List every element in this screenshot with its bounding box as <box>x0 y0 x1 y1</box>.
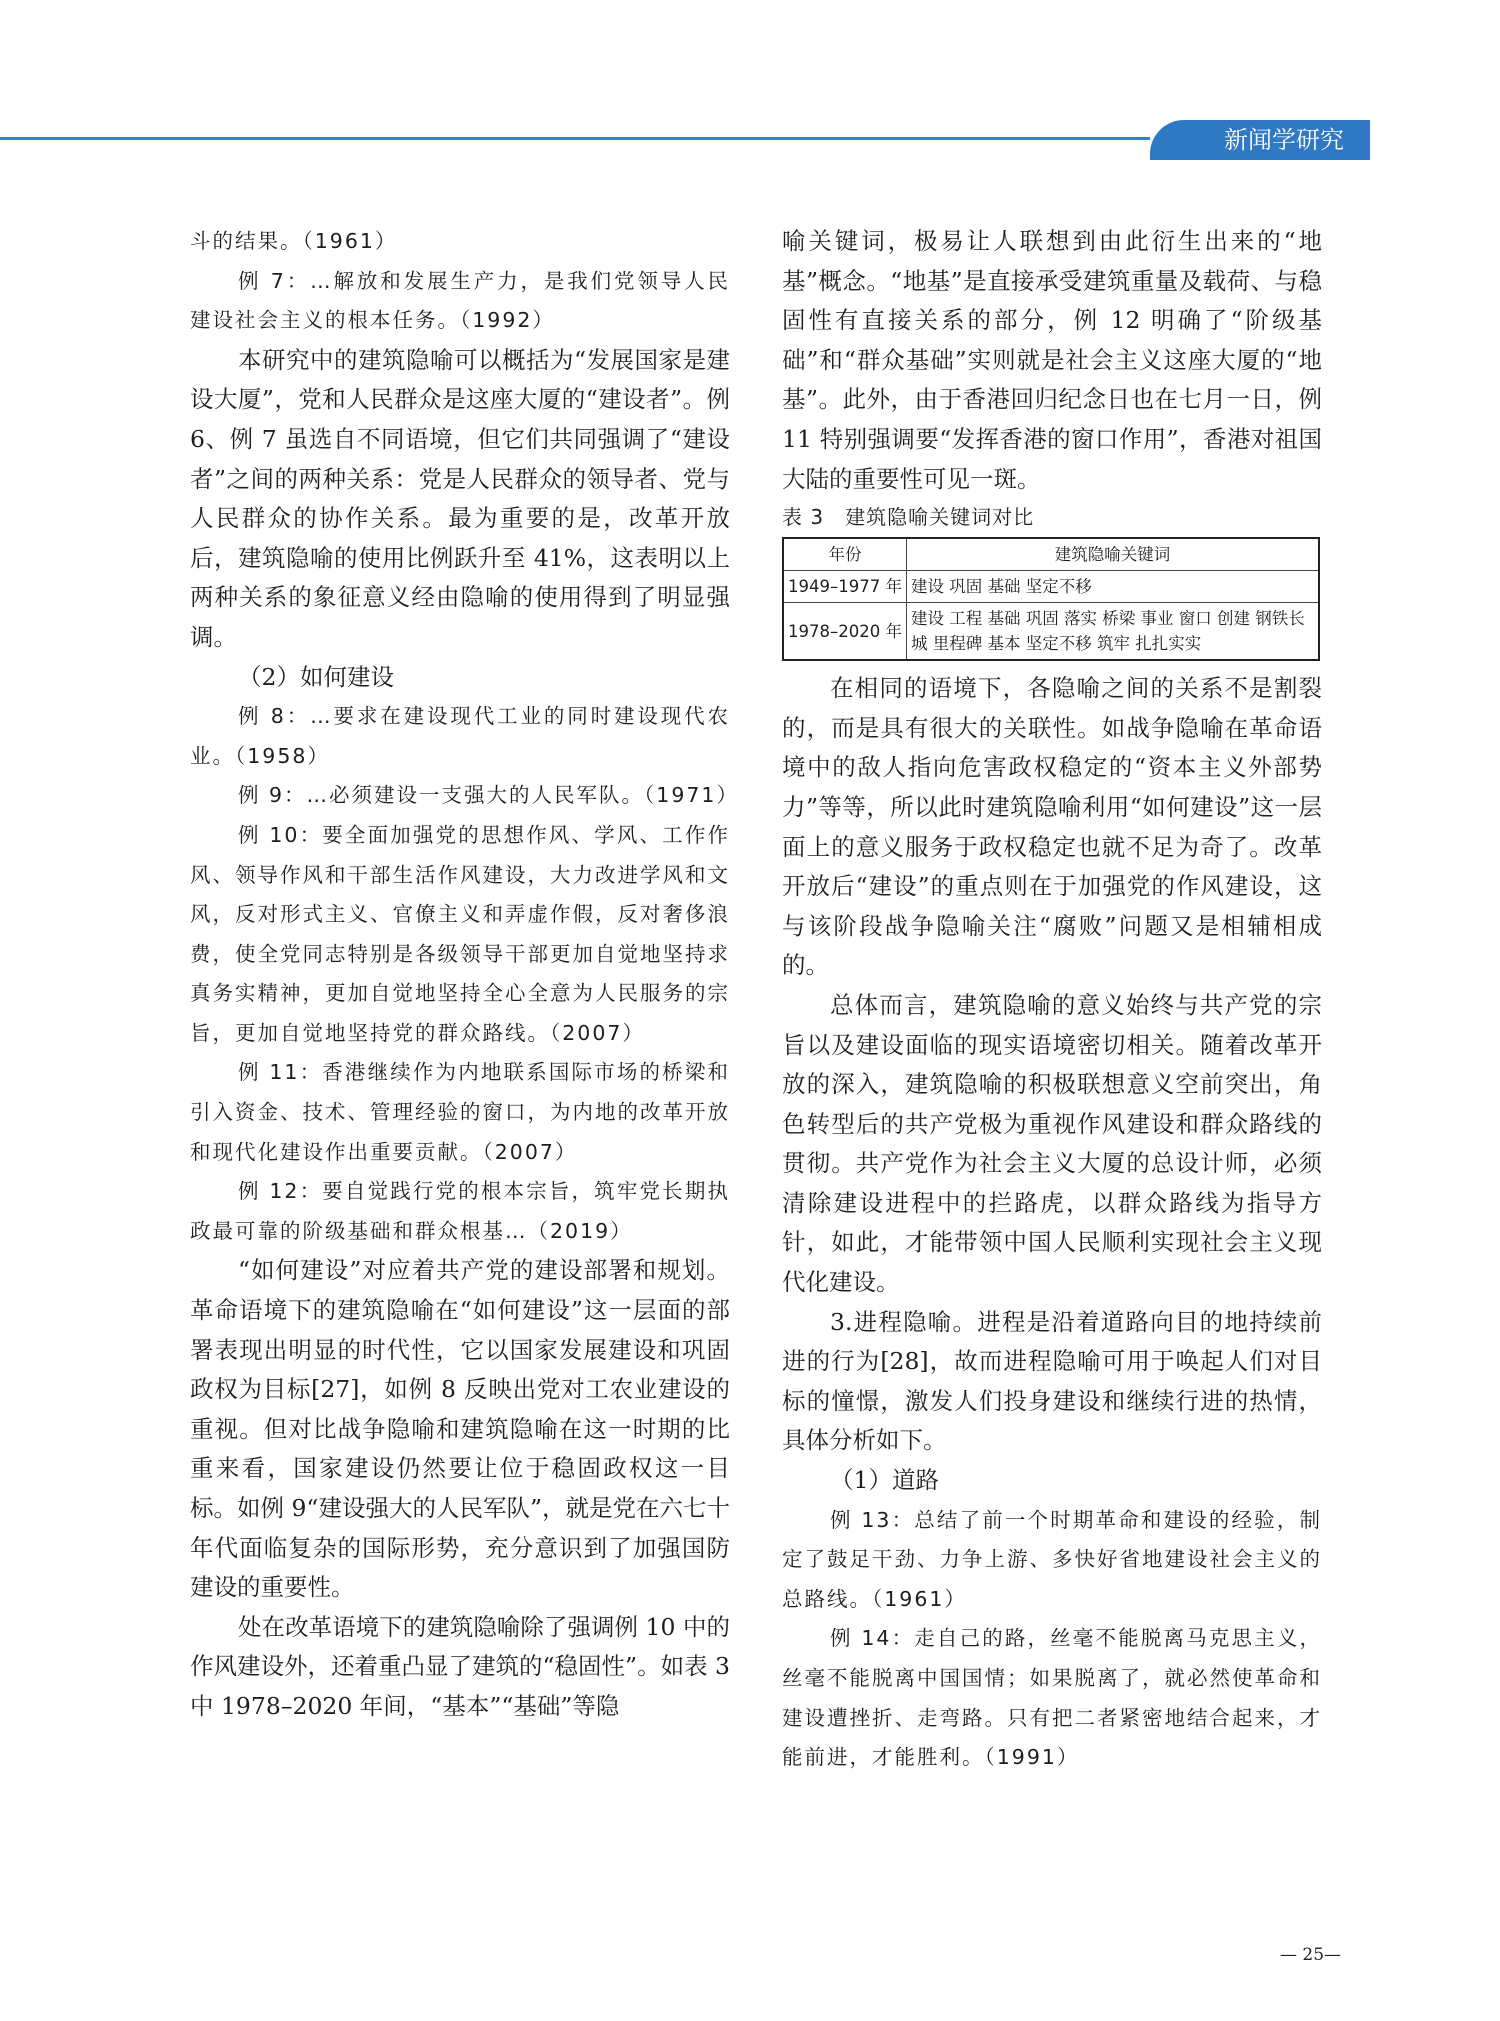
body-paragraph: 本研究中的建筑隐喻可以概括为“发展国家是建设大厦”，党和人民群众是这座大厦的“建设者”。例 6、例 7 虽选自不同语境，但它们共同强调了“建设者”之间的两种关系：党是人民群众的领导者、党与人民群众的协作关系。最为重要的是，改革开放后，建筑隐喻的使用比例跃升至 41%，这表明以上两种关系的象征意义经由隐喻的使用得到了明显强调。 <box>190 345 730 651</box>
example-paragraph: 例 14：走自己的路，丝毫不能脱离马克思主义，丝毫不能脱离中国国情；如果脱离了，就必然使革命和建设遭挫折、走弯路。只有把二者紧密地结合起来，才能前进，才能胜利。（1991） <box>782 1626 1322 1770</box>
table-cell-year: 1949–1977 年 <box>783 571 906 603</box>
table-header-row <box>783 538 1319 571</box>
section-header: 新闻学研究 <box>1150 120 1370 160</box>
example-paragraph: 斗的结果。（1961） <box>190 229 398 253</box>
table-row <box>783 603 1319 661</box>
body-paragraph: 在相同的语境下，各隐喻之间的关系不是割裂的，而是具有很大的关联性。如战争隐喻在革命语境中的敌人指向危害政权稳定的“资本主义外部势力”等等，所以此时建筑隐喻利用“如何建设”这一层面上的意义服务于政权稳定也就不足为奇了。改革开放后“建设”的重点则在于加强党的作风建设，这与该阶段战争隐喻关注“腐败”问题又是相辅相成的。 <box>782 674 1322 980</box>
keyword-table <box>782 537 1320 661</box>
table-header-year: 年份 <box>783 538 906 571</box>
example-paragraph: 例 9：…必须建设一支强大的人民军队。（1971） <box>238 783 739 808</box>
example-paragraph: 例 10：要全面加强党的思想作风、学风、工作作风、领导作风和干部生活作风建设，大力改进学风和文风，反对形式主义、官僚主义和弄虚作假，反对奢侈浪费，使全党同志特别是各级领导干部更加自觉地坚持求真务实精神，更加自觉地坚持全心全意为人民服务的宗旨，更加自觉地坚持党的群众路线。（2007） <box>190 822 730 1045</box>
table-cell-keywords: 建设 工程 基础 巩固 落实 桥梁 事业 窗口 创建 钢铁长城 里程碑 基本 坚定不移 筑牢 扎扎实实 <box>906 603 1319 661</box>
table-caption: 表 3 建筑隐喻关键词对比 <box>782 505 1035 530</box>
page-number: — 25— <box>1280 1945 1342 1965</box>
right-column-top <box>782 222 1322 499</box>
table-cell-keywords: 建设 巩固 基础 坚定不移 <box>906 571 1319 603</box>
body-paragraph: 喻关键词，极易让人联想到由此衍生出来的“地基”概念。“地基”是直接承受建筑重量及载荷、与稳固性有直接关系的部分，例 12 明确了“阶级基础”和“群众基础”实则就是社会主义这座大厦的“地基”。此外，由于香港回归纪念日也在七月一日，例 11 特别强调要“发挥香港的窗口作用”，香港对祖国大陆的重要性可见一斑。 <box>782 227 1322 493</box>
body-paragraph: “如何建设”对应着共产党的建设部署和规划。革命语境下的建筑隐喻在“如何建设”这一层面的部署表现出明显的时代性，它以国家发展建设和巩固政权为目标[27]，如例 8 反映出党对工农业建设的重视。但对比战争隐喻和建筑隐喻在这一时期的比重来看，国家建设仍然要让位于稳固政权这一目标。如例 9“建设强大的人民军队”，就是党在六七十年代面临复杂的国际形势，充分意识到了加强国防建设的重要性。 <box>190 1256 730 1602</box>
body-paragraph: 处在改革语境下的建筑隐喻除了强调例 10 中的作风建设外，还着重凸显了建筑的“稳固性”。如表 3 中 1978–2020 年间，“基本”“基础”等隐 <box>190 1612 730 1720</box>
example-paragraph: 例 8：…要求在建设现代工业的同时建设现代农业。（1958） <box>190 704 730 768</box>
body-paragraph: （2）如何建设 <box>238 662 394 691</box>
body-paragraph: （1）道路 <box>830 1466 939 1495</box>
left-column <box>190 222 739 1727</box>
example-paragraph: 例 11：香港继续作为内地联系国际市场的桥梁和引入资金、技术、管理经验的窗口，为内地的改革开放和现代化建设作出重要贡献。（2007） <box>190 1060 730 1164</box>
right-column-bottom <box>782 669 1322 1778</box>
right-column <box>782 222 1322 1778</box>
example-paragraph: 例 7：…解放和发展生产力，是我们党领导人民建设社会主义的根本任务。（1992） <box>190 268 730 333</box>
table-header-keywords: 建筑隐喻关键词 <box>906 538 1319 571</box>
table-row <box>783 571 1319 603</box>
example-paragraph: 例 13：总结了前一个时期革命和建设的经验，制定了鼓足干劲、力争上游、多快好省地建设社会主义的总路线。（1961） <box>782 1507 1322 1611</box>
example-paragraph: 例 12：要自觉践行党的根本宗旨，筑牢党长期执政最可靠的阶级基础和群众根基…（2019） <box>190 1179 730 1243</box>
body-paragraph: 3.进程隐喻。进程是沿着道路向目的地持续前进的行为[28]，故而进程隐喻可用于唤起人们对目标的憧憬，激发人们投身建设和继续行进的热情，具体分析如下。 <box>782 1307 1322 1455</box>
body-paragraph: 总体而言，建筑隐喻的意义始终与共产党的宗旨以及建设面临的现实语境密切相关。随着改革开放的深入，建筑隐喻的积极联想意义空前突出，角色转型后的共产党极为重视作风建设和群众路线的贯彻。共产党作为社会主义大厦的总设计师，必须清除建设进程中的拦路虎，以群众路线为指导方针，如此，才能带领中国人民顺利实现社会主义现代化建设。 <box>782 990 1322 1297</box>
header-rule <box>0 137 1150 140</box>
table-cell-year: 1978–2020 年 <box>783 603 906 661</box>
